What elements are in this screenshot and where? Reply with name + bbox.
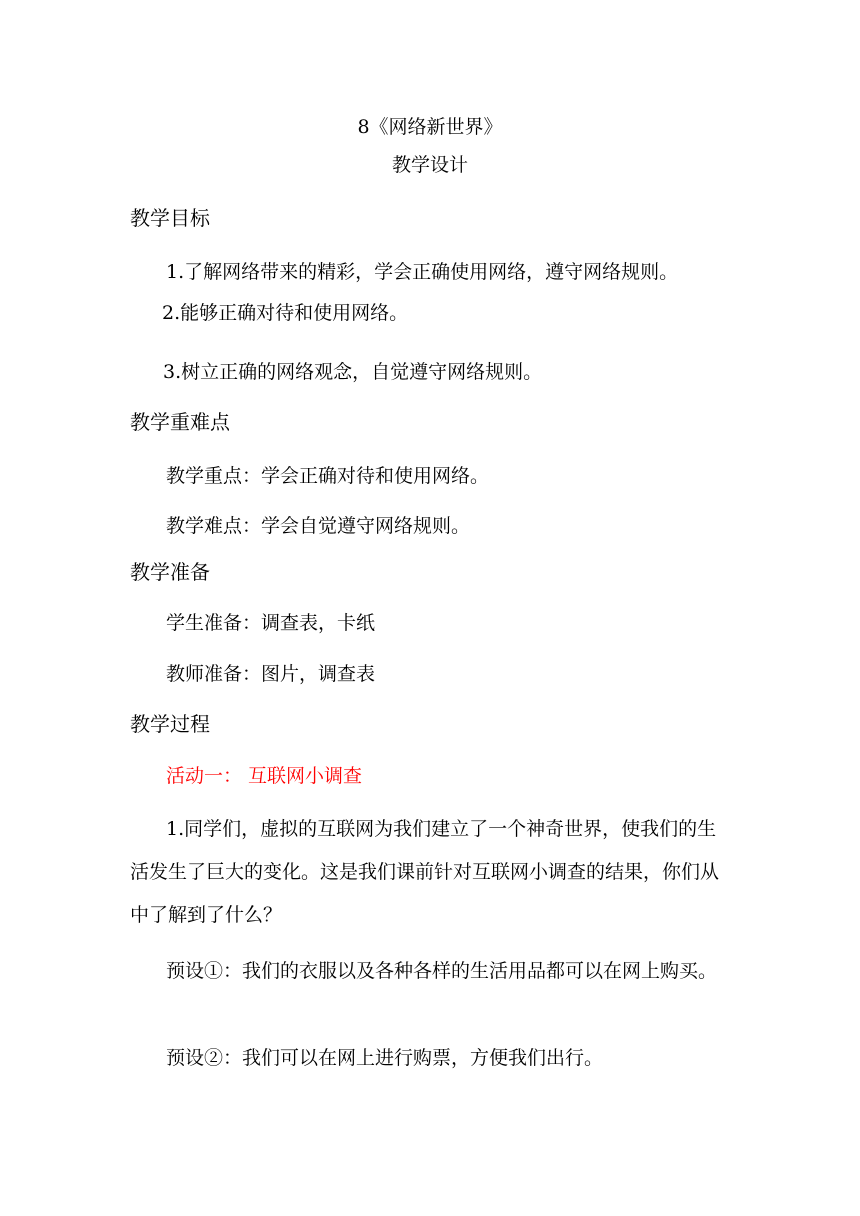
key-point-difficulty: 教学难点：学会自觉遵守网络规则。 — [166, 515, 471, 537]
process-preset-2: 预设②：我们可以在网上进行购票，方便我们出行。 — [166, 1047, 604, 1069]
objective-item-2: 2.能够正确对待和使用网络。 — [162, 302, 409, 324]
section-heading-key-points: 教学重难点 — [130, 410, 230, 434]
section-heading-process: 教学过程 — [130, 712, 210, 736]
section-heading-objectives: 教学目标 — [130, 206, 210, 230]
objective-item-3: 3.树立正确的网络观念，自觉遵守网络规则。 — [163, 361, 543, 383]
section-heading-preparation: 教学准备 — [130, 560, 210, 584]
document-subtitle: 教学设计 — [391, 154, 468, 176]
process-paragraph-1: 1.同学们，虚拟的互联网为我们建立了一个神奇世界，使我们的生活发生了巨大的变化。这是我们课前针对互联网小调查的结果，你们从中了解到了什么？ — [130, 818, 720, 926]
activity-one-heading: 活动一： 互联网小调查 — [166, 765, 363, 787]
key-point-focus: 教学重点：学会正确对待和使用网络。 — [166, 465, 490, 487]
objective-item-1: 1.了解网络带来的精彩，学会正确使用网络，遵守网络规则。 — [166, 261, 679, 283]
process-preset-1: 预设①：我们的衣服以及各种各样的生活用品都可以在网上购买。 — [166, 960, 718, 982]
document-title: 8《网络新世界》 — [357, 116, 503, 138]
preparation-teacher: 教师准备：图片，调查表 — [166, 663, 376, 685]
preparation-students: 学生准备：调查表，卡纸 — [166, 612, 376, 634]
